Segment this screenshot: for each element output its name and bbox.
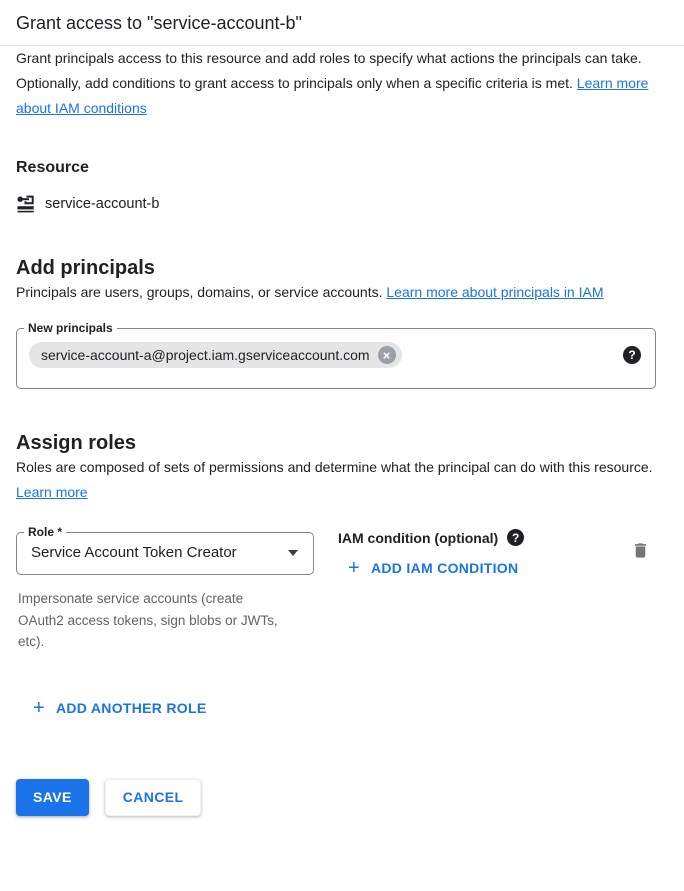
dialog-title: Grant access to "service-account-b" <box>16 13 302 33</box>
principals-description <box>16 280 668 305</box>
resource-row <box>16 194 668 214</box>
principals-link[interactable]: Learn more about principals in IAM <box>386 284 604 300</box>
role-select-value-row[interactable] <box>17 539 313 574</box>
role-column <box>16 525 314 653</box>
role-helper-text: Impersonate service accounts (create OAuth2 access tokens, sign blobs or JWTs, etc). <box>18 591 278 649</box>
resource-name: service-account-b <box>45 196 160 212</box>
principals-text-span: Principals are users, groups, domains, or service accounts. <box>16 284 387 300</box>
save-button[interactable]: SAVE <box>16 779 89 816</box>
role-label: Role * <box>28 525 63 539</box>
roles-description <box>16 455 668 505</box>
iam-condition-label: IAM condition (optional) <box>338 529 499 546</box>
service-account-icon <box>16 194 36 214</box>
assign-roles-heading: Assign roles <box>16 432 137 454</box>
iam-condition-column <box>338 525 526 584</box>
intro-text <box>16 46 668 121</box>
roles-text-span: Roles are composed of sets of permissions and determine what the principal can do with this resource. <box>16 459 653 475</box>
add-iam-condition-label: ADD IAM CONDITION <box>370 560 519 576</box>
chevron-down-icon <box>288 550 298 556</box>
iam-condition-label-row <box>338 529 526 546</box>
add-another-role-label: ADD ANOTHER ROLE <box>55 699 207 716</box>
chip-remove-icon[interactable]: × <box>378 346 396 364</box>
role-row <box>16 525 668 653</box>
add-iam-condition-button[interactable] <box>340 552 526 584</box>
principal-chip-label: service-account-a@project.iam.gserviceaccount.com <box>41 347 370 363</box>
roles-learn-more-link[interactable]: Learn more <box>16 484 88 500</box>
principals-help-icon[interactable]: ? <box>623 346 641 364</box>
new-principals-input-area[interactable] <box>17 335 655 388</box>
principal-chip[interactable] <box>29 342 402 368</box>
iam-condition-help-icon[interactable]: ? <box>507 529 524 546</box>
plus-icon: + <box>348 557 360 579</box>
resource-heading: Resource <box>16 159 89 176</box>
delete-icon <box>631 541 650 560</box>
cancel-button[interactable]: CANCEL <box>105 779 202 816</box>
dialog-content <box>0 46 684 816</box>
role-select[interactable] <box>16 525 314 575</box>
iam-conditions-link[interactable]: Learn more about IAM conditions <box>16 75 649 116</box>
new-principals-field[interactable] <box>16 321 656 389</box>
add-principals-heading: Add principals <box>16 257 155 279</box>
intro-text-span: Grant principals access to this resource and add roles to specify what actions the principals can take. Optionally, add conditions to grant access to principals only when a specific criteria is met. <box>16 50 642 91</box>
plus-icon: + <box>33 696 45 719</box>
dialog-header <box>0 0 684 46</box>
role-selected-value: Service Account Token Creator <box>31 544 237 561</box>
new-principals-label: New principals <box>28 321 113 335</box>
delete-role-button[interactable] <box>627 537 654 564</box>
dialog-actions <box>16 779 668 816</box>
add-another-role-button[interactable] <box>25 692 215 724</box>
